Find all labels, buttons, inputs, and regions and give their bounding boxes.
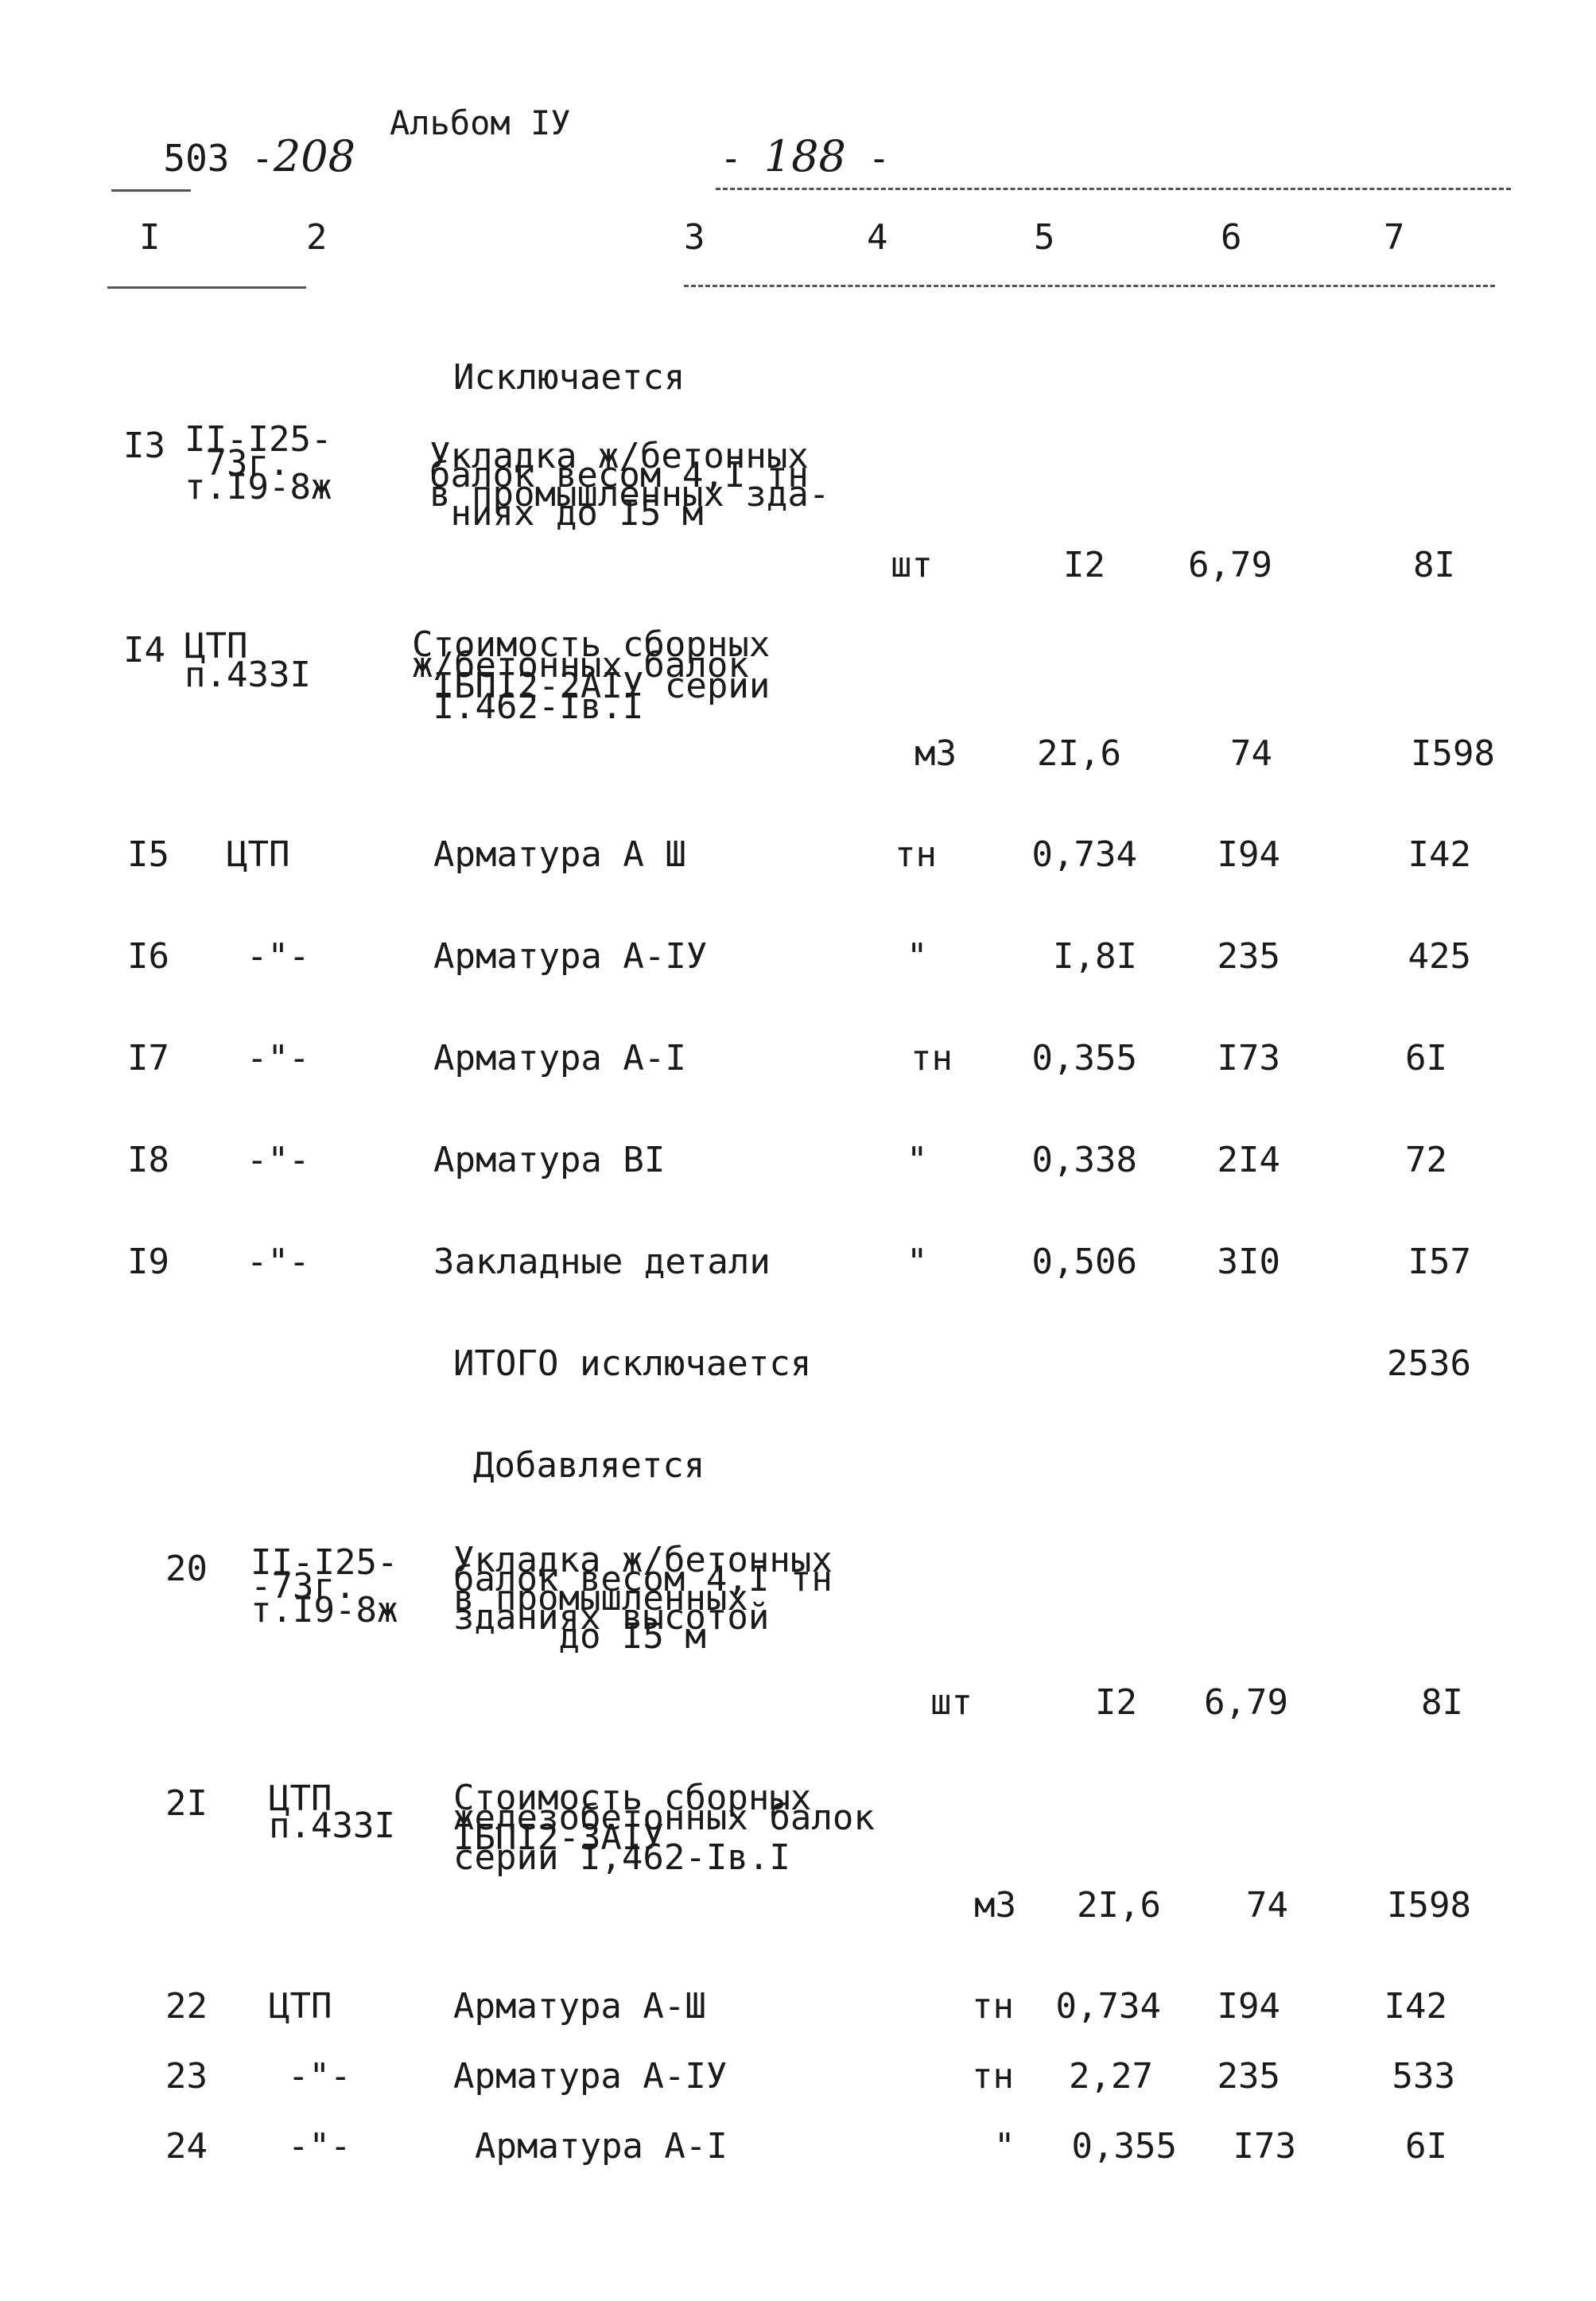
row-24-code: -"-: [288, 2126, 351, 2167]
row-21-number: 2I: [165, 1783, 208, 1824]
row-22-total: I42: [1384, 1986, 1447, 2027]
header-rule-top-left: [111, 189, 191, 192]
column-header-3: 3: [684, 217, 705, 258]
column-header-5: 5: [1034, 217, 1055, 258]
row-18-code: -"-: [247, 1140, 310, 1180]
row-16-description: Арматура А-IУ: [433, 936, 708, 977]
row-24-total: 6I: [1405, 2126, 1447, 2167]
row-19-unit: ": [907, 1242, 928, 1282]
document-number-suffix: 208: [273, 131, 355, 181]
row-22-price: I94: [1217, 1986, 1280, 2027]
document-number-prefix: 503 -: [163, 137, 274, 180]
document-number: [119, 102, 355, 181]
row-21-price: 74: [1246, 1885, 1288, 1926]
row-14-unit: м3: [914, 733, 957, 774]
column-header-2: 2: [306, 217, 328, 258]
row-17-unit: тн: [911, 1038, 953, 1079]
column-header-1: I: [139, 217, 161, 258]
page-number-dash-left: -: [720, 137, 743, 180]
row-20-description: Укладка ж/бетонных балок весом 4,I тн в промышленных зданиях высотой до I5 м: [453, 1540, 833, 1657]
row-13-code: II-I25- 73г. т.I9-8ж: [184, 419, 332, 507]
row-13-total: 8I: [1413, 545, 1455, 585]
row-14-description: Стоимость сборных ж/бетонных балок IБПI2-2АIУ серии I.462-Iв.I: [412, 624, 771, 727]
column-header-4: 4: [867, 217, 888, 258]
row-20-unit: шт: [930, 1682, 973, 1723]
row-15-code: ЦТП: [227, 834, 290, 875]
row-16-number: I6: [127, 936, 169, 977]
row-15-quantity: 0,734: [1031, 834, 1137, 875]
row-20-number: 20: [165, 1549, 208, 1589]
row-16-quantity: I,8I: [1053, 936, 1137, 977]
row-14-number: I4: [123, 630, 165, 670]
row-15-description: Арматура А Ш: [433, 834, 686, 875]
row-21-description: Стоимость сборных железобетонных балок IБПI2-3АIУ серии I,462-Iв.I: [453, 1778, 875, 1878]
row-21-quantity: 2I,6: [1077, 1885, 1161, 1926]
row-19-code: -"-: [247, 1242, 310, 1282]
row-18-description: Арматура ВI: [433, 1140, 666, 1180]
row-15-price: I94: [1217, 834, 1280, 875]
row-14-total: I598: [1411, 733, 1495, 774]
row-24-unit: ": [994, 2126, 1015, 2167]
row-18-price: 2I4: [1217, 1140, 1280, 1180]
row-13-number: I3: [123, 426, 165, 466]
section-title-added: Добавляется: [473, 1445, 705, 1486]
row-18-quantity: 0,338: [1031, 1140, 1137, 1180]
row-23-number: 23: [165, 2056, 208, 2097]
row-17-quantity: 0,355: [1031, 1038, 1137, 1079]
row-19-quantity: 0,506: [1031, 1242, 1137, 1282]
row-17-code: -"-: [247, 1038, 310, 1079]
row-19-total: I57: [1408, 1242, 1471, 1282]
row-18-number: I8: [127, 1140, 169, 1180]
row-15-total: I42: [1408, 834, 1471, 875]
row-19-price: 3I0: [1217, 1242, 1280, 1282]
row-22-quantity: 0,734: [1055, 1986, 1161, 2027]
album-label: Альбом IУ: [390, 103, 571, 142]
excluded-total-value: 2536: [1387, 1343, 1471, 1384]
row-17-total: 6I: [1405, 1038, 1447, 1079]
row-22-number: 22: [165, 1986, 208, 2027]
row-22-unit: тн: [972, 1986, 1014, 2027]
row-14-quantity: 2I,6: [1037, 733, 1121, 774]
row-17-number: I7: [127, 1038, 169, 1079]
row-13-quantity: I2: [1063, 545, 1105, 585]
row-17-price: I73: [1217, 1038, 1280, 1079]
row-17-description: Арматура А-I: [433, 1038, 686, 1079]
row-16-price: 235: [1217, 936, 1280, 977]
row-24-price: I73: [1233, 2126, 1296, 2167]
row-19-description: Закладные детали: [433, 1242, 771, 1282]
row-21-code: ЦТП п.433I: [269, 1778, 395, 1846]
row-13-description: Укладка ж/бетонных балок весом 4,I тн в промышленных зда- ниях до I5 м: [429, 436, 830, 534]
row-23-description: Арматура А-IУ: [453, 2056, 728, 2097]
row-20-total: 8I: [1421, 1682, 1463, 1723]
row-18-unit: ": [907, 1140, 928, 1180]
row-20-quantity: I2: [1095, 1682, 1137, 1723]
row-22-code: ЦТП: [269, 1986, 332, 2027]
row-22-description: Арматура А-Ш: [453, 1986, 706, 2027]
row-13-price: 6,79: [1188, 545, 1272, 585]
row-15-unit: тн: [895, 834, 937, 875]
page-number: [676, 102, 891, 181]
section-title-excluded: Исключается: [453, 357, 685, 398]
row-23-total: 533: [1392, 2056, 1455, 2097]
row-13-unit: шт: [891, 545, 933, 585]
row-21-total: I598: [1387, 1885, 1471, 1926]
row-14-code: ЦТП п.433I: [184, 626, 311, 695]
row-23-code: -"-: [288, 2056, 351, 2097]
header-rule-bottom-left: [107, 286, 306, 289]
column-header-6: 6: [1221, 217, 1242, 258]
row-16-total: 425: [1408, 936, 1471, 977]
row-24-number: 24: [165, 2126, 208, 2167]
header-rule-top-right: [716, 188, 1511, 190]
row-23-unit: тн: [972, 2056, 1014, 2097]
row-20-code: II-I25- -73г. т.I9-8ж: [250, 1542, 398, 1631]
column-header-7: 7: [1384, 217, 1405, 258]
row-24-quantity: 0,355: [1071, 2126, 1177, 2167]
page-number-dash-right: -: [868, 137, 891, 180]
row-18-total: 72: [1405, 1140, 1447, 1180]
row-23-price: 235: [1217, 2056, 1280, 2097]
row-19-number: I9: [127, 1242, 169, 1282]
row-20-price: 6,79: [1204, 1682, 1288, 1723]
page-number-value: 188: [763, 131, 846, 181]
row-23-quantity: 2,27: [1069, 2056, 1153, 2097]
excluded-total-label: ИТОГО исключается: [453, 1343, 812, 1384]
row-15-number: I5: [127, 834, 169, 875]
row-16-unit: ": [907, 936, 928, 977]
header-rule-bottom-right: [684, 285, 1495, 287]
row-21-unit: м3: [974, 1885, 1016, 1926]
row-14-price: 74: [1230, 733, 1272, 774]
row-24-description: Арматура А-I: [475, 2126, 728, 2167]
row-16-code: -"-: [247, 936, 310, 977]
